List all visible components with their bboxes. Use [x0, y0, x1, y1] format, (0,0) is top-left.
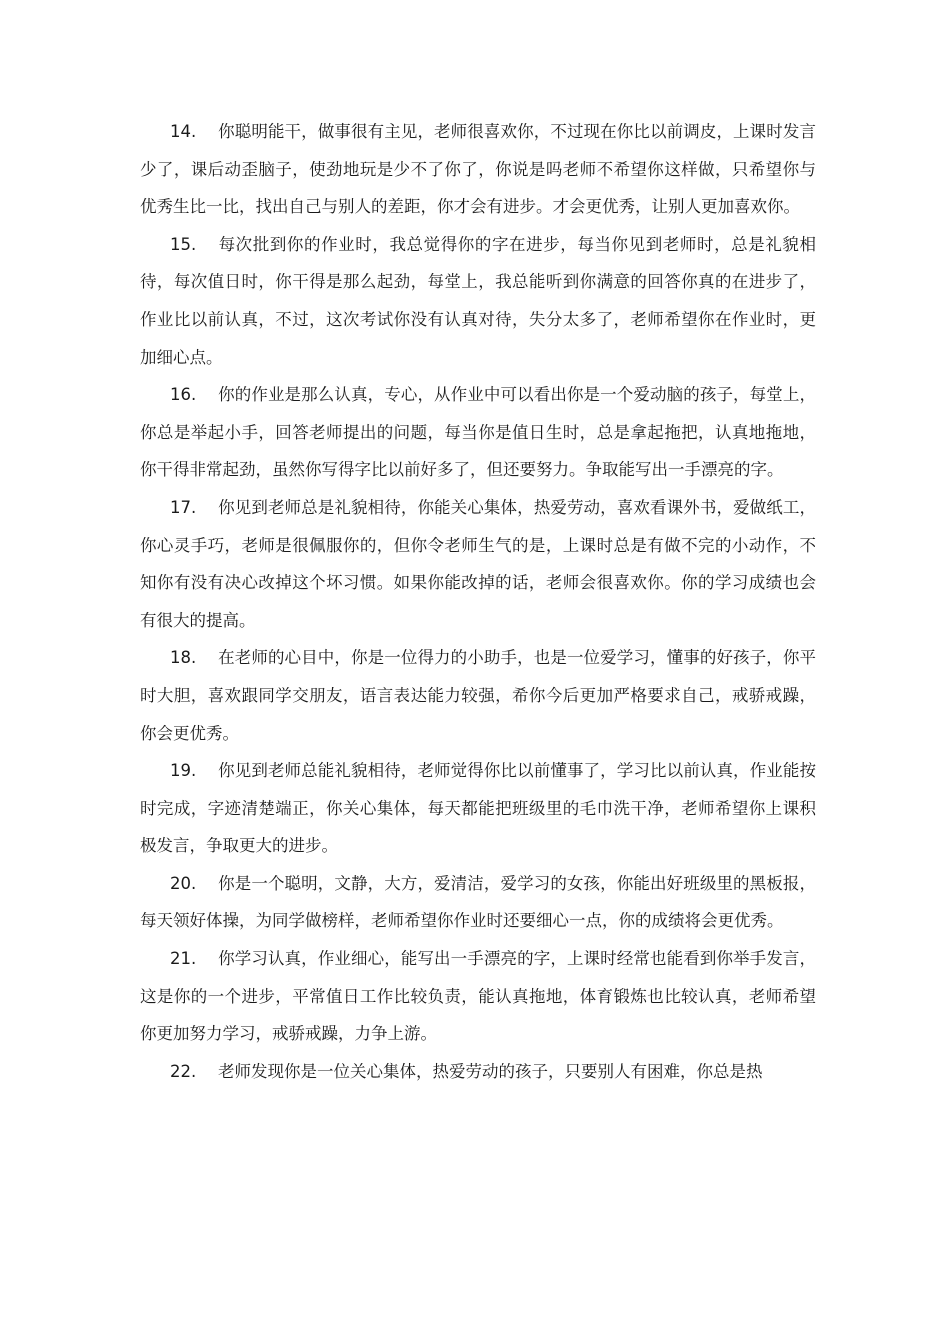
- comment-item-18: [140, 639, 816, 752]
- comment-item-15: [140, 226, 816, 376]
- item-number: 19.: [170, 761, 197, 781]
- comment-item-17: [140, 489, 816, 639]
- item-text: 你聪明能干，做事很有主见，老师很喜欢你，不过现在你比以前调皮，上课时发言少了，课后动歪脑子，使劲地玩是少不了你了，你说是吗老师不希望你这样做，只希望你与优秀生比一比，找出自己与别人的差距，你才会有进步。才会更优秀，让别人更加喜欢你。: [140, 122, 816, 217]
- item-text: 你学习认真，作业细心，能写出一手漂亮的字，上课时经常也能看到你举手发言，这是你的一个进步，平常值日工作比较负责，能认真拖地，体育锻炼也比较认真，老师希望你更加努力学习，戒骄戒躁，力争上游。: [140, 949, 816, 1044]
- item-number: 16.: [170, 385, 197, 405]
- comment-item-16: [140, 376, 816, 489]
- item-number: 14.: [170, 122, 197, 141]
- document-body: [140, 113, 816, 1090]
- comment-item-22: [140, 1053, 816, 1091]
- item-text: 在老师的心目中，你是一位得力的小助手，也是一位爱学习，懂事的好孩子，你平时大胆，喜欢跟同学交朋友，语言表达能力较强，希你今后更加严格要求自己，戒骄戒躁，你会更优秀。: [140, 648, 816, 743]
- comment-item-14: [140, 113, 816, 226]
- item-number: 22.: [170, 1061, 197, 1081]
- item-number: 18.: [170, 648, 197, 668]
- item-text: 你见到老师总是礼貌相待，你能关心集体，热爱劳动，喜欢看课外书，爱做纸工，你心灵手巧，老师是很佩服你的，但你令老师生气的是，上课时总是有做不完的小动作，不知你有没有决心改掉这个坏习惯。如果你能改掉的话，老师会很喜欢你。你的学习成绩也会有很大的提高。: [140, 497, 816, 630]
- item-text: 每次批到你的作业时，我总觉得你的字在进步，每当你见到老师时，总是礼貌相待，每次值日时，你干得是那么起劲，每堂上，我总能听到你满意的回答你真的在进步了，作业比以前认真，不过，这次考试你没有认真对待，失分太多了，老师希望你在作业时，更加细心点。: [140, 234, 816, 367]
- item-text: 你见到老师总能礼貌相待，老师觉得你比以前懂事了，学习比以前认真，作业能按时完成，字迹清楚端正，你关心集体，每天都能把班级里的毛巾洗干净，老师希望你上课积极发言，争取更大的进步。: [140, 761, 816, 856]
- item-number: 15.: [170, 234, 197, 254]
- item-number: 21.: [170, 949, 197, 969]
- comment-item-21: [140, 940, 816, 1053]
- item-text: 你的作业是那么认真，专心，从作业中可以看出你是一个爱动脑的孩子，每堂上，你总是举起小手，回答老师提出的问题，每当你是值日生时，总是拿起拖把，认真地拖地，你干得非常起劲，虽然你写得字比以前好多了，但还要努力。争取能写出一手漂亮的字。: [140, 385, 816, 480]
- item-text: 你是一个聪明，文静，大方，爱清洁，爱学习的女孩，你能出好班级里的黑板报，每天领好体操，为同学做榜样，老师希望你作业时还要细心一点，你的成绩将会更优秀。: [140, 873, 816, 931]
- item-number: 20.: [170, 873, 197, 893]
- comment-item-20: [140, 865, 816, 940]
- comment-item-19: [140, 752, 816, 865]
- item-text: 老师发现你是一位关心集体，热爱劳动的孩子，只要别人有困难，你总是热: [218, 1061, 763, 1081]
- item-number: 17.: [170, 497, 197, 517]
